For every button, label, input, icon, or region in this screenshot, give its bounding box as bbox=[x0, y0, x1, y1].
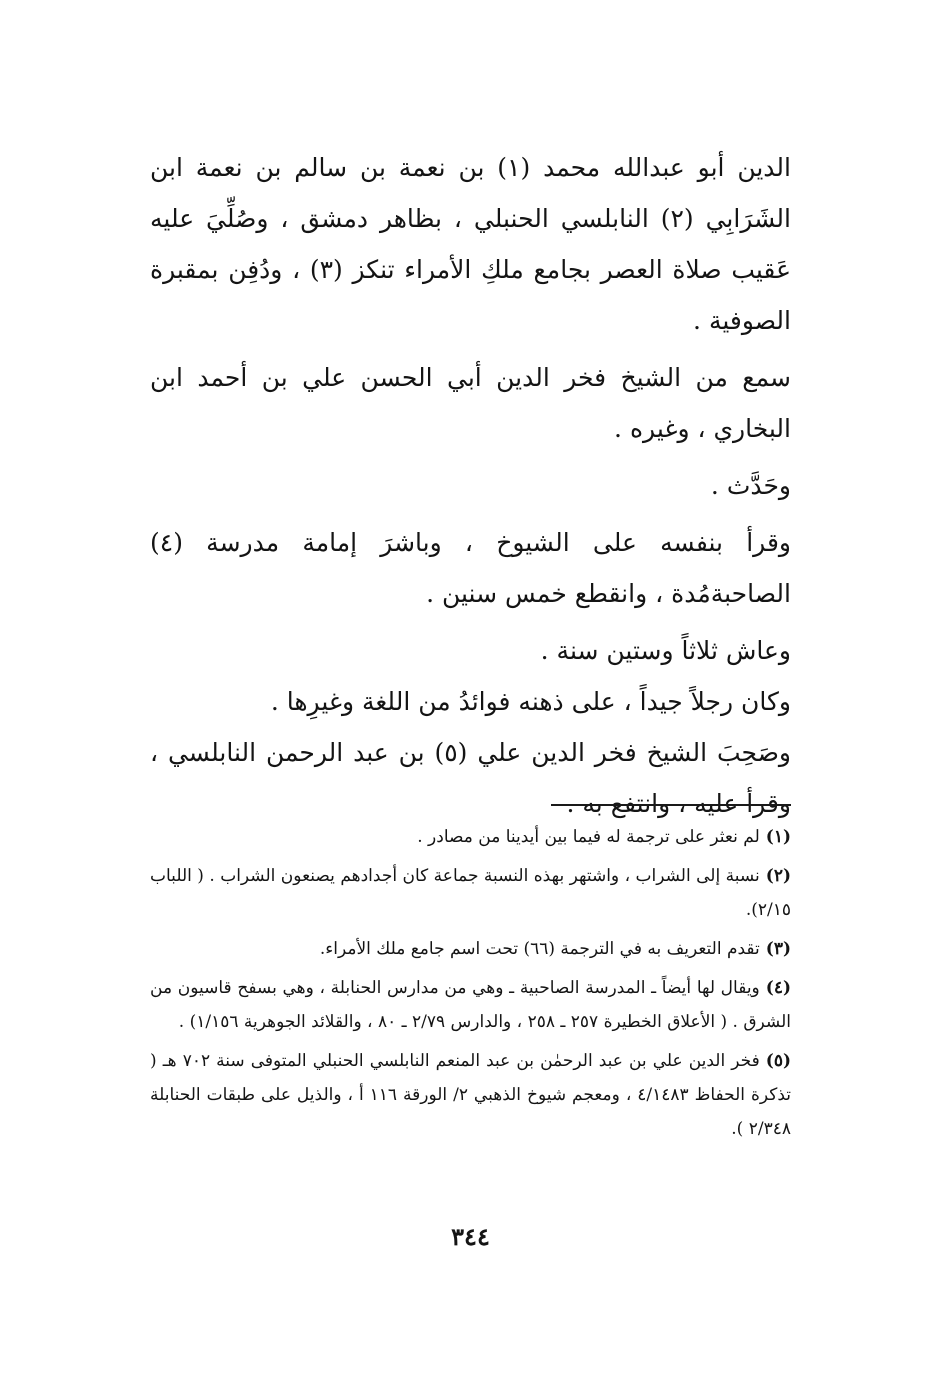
footnote-4 bbox=[150, 971, 791, 1039]
main-text bbox=[150, 142, 791, 829]
footnote-number: (٤) bbox=[765, 978, 791, 998]
footnote-text: ويقال لها أيضاً ـ المدرسة الصاحبية ـ وهي من مدارس الحنابلة ، وهي بسفح قاسيون من الشرق . ( الأعلاق الخطيرة ٢٥٧ ـ ٢٥٨ ، والدارس ٢/٧٩ ـ ٨٠ ، والقلائد الجوهرية ١/١٥٦) . bbox=[150, 978, 791, 1032]
body-paragraph-4: وقرأ بنفسه على الشيوخ ، وباشرَ إمامة مدرسة (٤) الصاحبةمُدة ، وانقطع خمس سنين . bbox=[150, 528, 791, 608]
body-paragraph-2: سمع من الشيخ فخر الدين أبي الحسن علي بن أحمد ابن البخاري ، وغيره . bbox=[150, 363, 791, 443]
footnote-5 bbox=[150, 1044, 791, 1146]
footnotes bbox=[150, 820, 791, 1151]
footnote-number: (٥) bbox=[765, 1051, 791, 1071]
body-paragraph-6: وكان رجلاً جيداً ، على ذهنه فوائدُ من اللغة وغيرِها . bbox=[270, 687, 791, 716]
footnote-2 bbox=[150, 859, 791, 927]
body-paragraph-7: وصَحِبَ الشيخ فخر الدين علي (٥) بن عبد الرحمن النابلسي ، وقرأ عليه ، وانتفع به . bbox=[150, 738, 791, 818]
footnote-3 bbox=[150, 932, 791, 966]
footnote-number: (٢) bbox=[765, 866, 791, 886]
footnote-number: (٣) bbox=[765, 939, 791, 959]
body-paragraph-5: وعاش ثلاثاً وستين سنة . bbox=[540, 636, 791, 665]
footnote-text: فخر الدين علي بن عبد الرحمٰن بن عبد المنعم النابلسي الحنبلي المتوفى سنة ٧٠٢ هـ ( تذكرة الحفاظ ٤/١٤٨٣ ، ومعجم شيوخ الذهبي ٢/ الورقة ١١٦ أ ، والذيل على طبقات الحنابلة ٢/٣٤٨ ). bbox=[150, 1051, 791, 1139]
footnote-number: (١) bbox=[765, 827, 791, 847]
footnote-text: نسبة إلى الشراب ، واشتهر بهذه النسبة جماعة كان أجدادهم يصنعون الشراب . ( اللباب ٢/١٥). bbox=[150, 866, 791, 920]
body-paragraph-1: الدين أبو عبدالله محمد (١) بن نعمة بن سالم بن نعمة ابن الشَرَابِي (٢) النابلسي الحنبلي ، بظاهر دمشق ، وصُلِّيَ عليه عَقيب صلاة العصر بجامع ملكِ الأمراء تنكز (٣) ، ودُفِن بمقبرة الصوفية . bbox=[150, 153, 791, 335]
footnote-1 bbox=[150, 820, 791, 854]
footnote-text: تقدم التعريف به في الترجمة (٦٦) تحت اسم جامع ملك الأمراء. bbox=[319, 939, 760, 959]
footnote-divider bbox=[551, 804, 791, 806]
body-paragraph-3: وحَدَّث . bbox=[710, 471, 791, 500]
page-number: ٣٤٤ bbox=[451, 1222, 490, 1251]
footnote-text: لم نعثر على ترجمة له فيما بين أيدينا من مصادر . bbox=[417, 827, 760, 847]
